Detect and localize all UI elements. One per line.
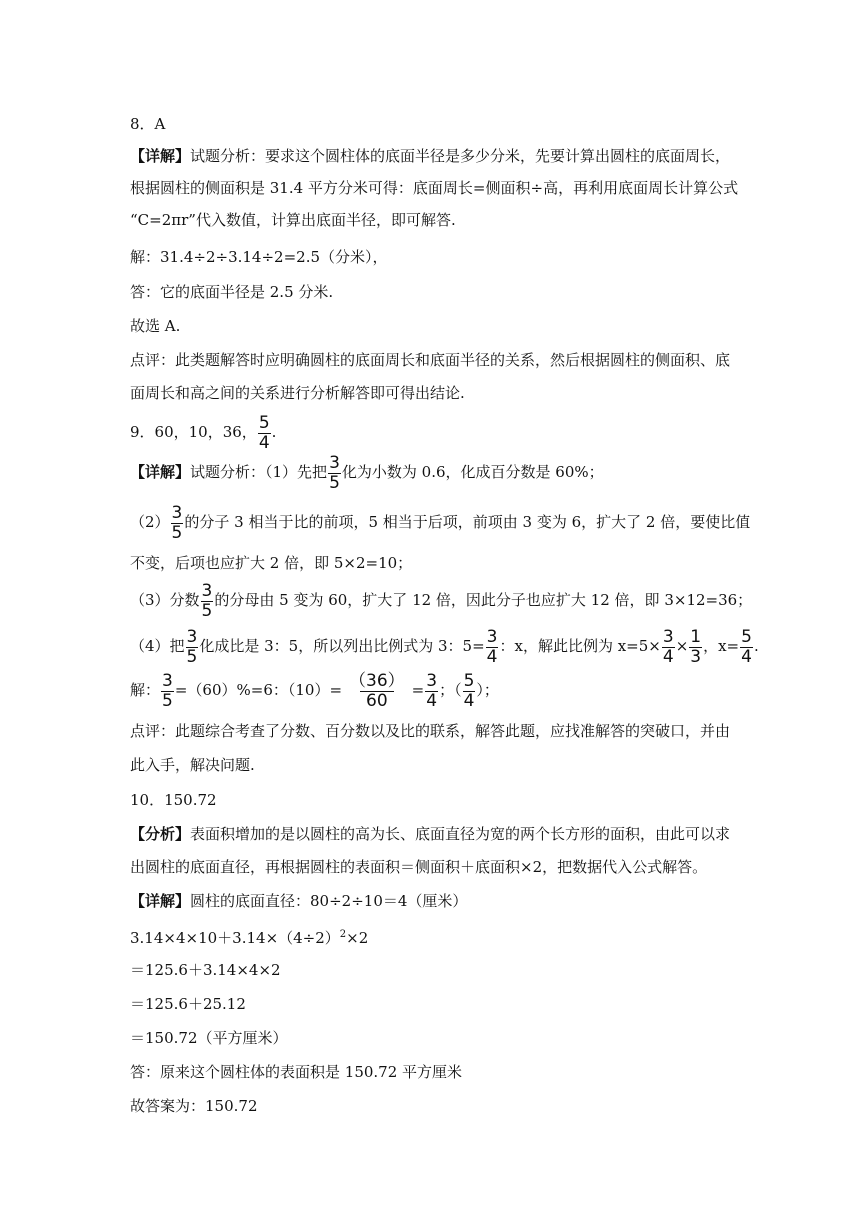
q9-detail-4: （4）把 $\frac{3}{5}$ 化成比是 3：5，所以列出比例式为 3：5= $\frac{3}{4}$ ：x，解此比例为 x=5× $\frac{3}{4}$ × $\frac{1}{3}$ ，x= $\frac{5}{4}$ . [130,626,759,667]
q10-final: 故答案为：150.72 [130,1097,258,1115]
fraction-5-4: $\frac{5}{4}$ [258,412,270,453]
q8-heading: 8．A [130,115,166,133]
q9-heading: 9．60，10，36， $\frac{5}{4}$ . [130,412,277,453]
q8-detail-line-1: 【详解】试题分析：要求这个圆柱体的底面半径是多少分米，先要计算出圆柱的底面周长， [130,147,731,165]
q10-calc-2: ＝125.6＋3.14×4×2 [130,961,281,979]
fraction-1-3: $\frac{1}{3}$ [690,626,702,667]
fraction-5-4: $\frac{5}{4}$ [741,626,752,667]
analysis-tag: 【分析】 [130,825,191,843]
q8-detail-line-3: “C=2πr”代入数值，计算出底面半径，即可解答. [130,211,456,229]
q9-detail-3: （3）分数 $\frac{3}{5}$ 的分母由 5 变为 60，扩大了 12 倍，因此分子也应扩大 12 倍，即 3×12=36； [130,580,753,621]
q8-answer: 答：它的底面半径是 2.5 分米. [130,283,334,301]
fraction-36-60: $\frac{(36)}{60}$ [349,670,405,711]
fraction-3-5: $\frac{3}{5}$ [186,626,198,667]
q8-choice: 故选 A. [130,317,181,335]
fraction-5-4: $\frac{5}{4}$ [463,670,475,711]
detail-tag: 【详解】 [130,147,191,165]
q9-detail-2-cont: 不变，后项也应扩大 2 倍，即 5×2=10； [130,554,413,572]
fraction-3-4: $\frac{3}{4}$ [426,670,438,711]
q8-comment-line-2: 面周长和高之间的关系进行分析解答即可得出结论. [130,384,465,402]
q9-solution: 解： $\frac{3}{5}$ =（60）%=6：（10）= $\frac{(36)}{60}$ = $\frac{3}{4}$ ；（ $\frac{5}{4}$ ）； [130,670,499,711]
q10-heading: 10．150.72 [130,791,217,809]
detail-tag: 【详解】 [130,892,191,910]
fraction-3-5: $\frac{3}{5}$ [171,502,183,543]
q9-comment-line-2: 此入手，解决问题. [130,756,255,774]
fraction-3-5: $\frac{3}{5}$ [162,670,173,711]
q10-analysis-line-2: 出圆柱的底面直径，再根据圆柱的表面积＝侧面积＋底面积×2，把数据代入公式解答。 [130,858,708,876]
q8-detail-line-2: 根据圆柱的侧面积是 31.4 平方分米可得：底面周长=侧面积÷高，再利用底面周长计算公式 [130,179,739,197]
q8-solution: 解：31.4÷2÷3.14÷2=2.5（分米）， [130,248,388,266]
q10-calc-3: ＝125.6＋25.12 [130,995,246,1013]
q9-detail-2: （2） $\frac{3}{5}$ 的分子 3 相当于比的前项，5 相当于后项，前项由 3 变为 6，扩大了 2 倍，要使比值 [130,502,751,543]
q10-analysis-line-1: 【分析】表面积增加的是以圆柱的高为长、底面直径为宽的两个长方形的面积，由此可以求 [130,825,731,843]
q10-calc-1: $3.14\times 4\times 10+3.14\times(4\div 2)^2\times 2$ [130,929,369,947]
fraction-3-4: $\frac{3}{4}$ [486,626,498,667]
fraction-3-4: $\frac{3}{4}$ [662,626,674,667]
q10-detail: 【详解】圆柱的底面直径：80÷2÷10＝4（厘米） [130,892,468,910]
q9-detail-1: 【详解】试题分析：（1）先把 $\frac{3}{5}$ 化为小数为 0.6，化成百分数是 60%； [130,452,604,493]
fraction-3-5: $\frac{3}{5}$ [329,452,340,493]
q8-comment-line-1: 点评：此类题解答时应明确圆柱的底面周长和底面半径的关系，然后根据圆柱的侧面积、底 [130,351,731,369]
q10-calc-4: ＝150.72（平方厘米） [130,1029,288,1047]
detail-tag: 【详解】 [130,463,191,481]
q9-comment-line-1: 点评：此题综合考查了分数、百分数以及比的联系，解答此题，应找准解答的突破口，并由 [130,722,731,740]
fraction-3-5: $\frac{3}{5}$ [201,580,213,621]
q10-answer: 答：原来这个圆柱体的表面积是 150.72 平方厘米 [130,1063,463,1081]
